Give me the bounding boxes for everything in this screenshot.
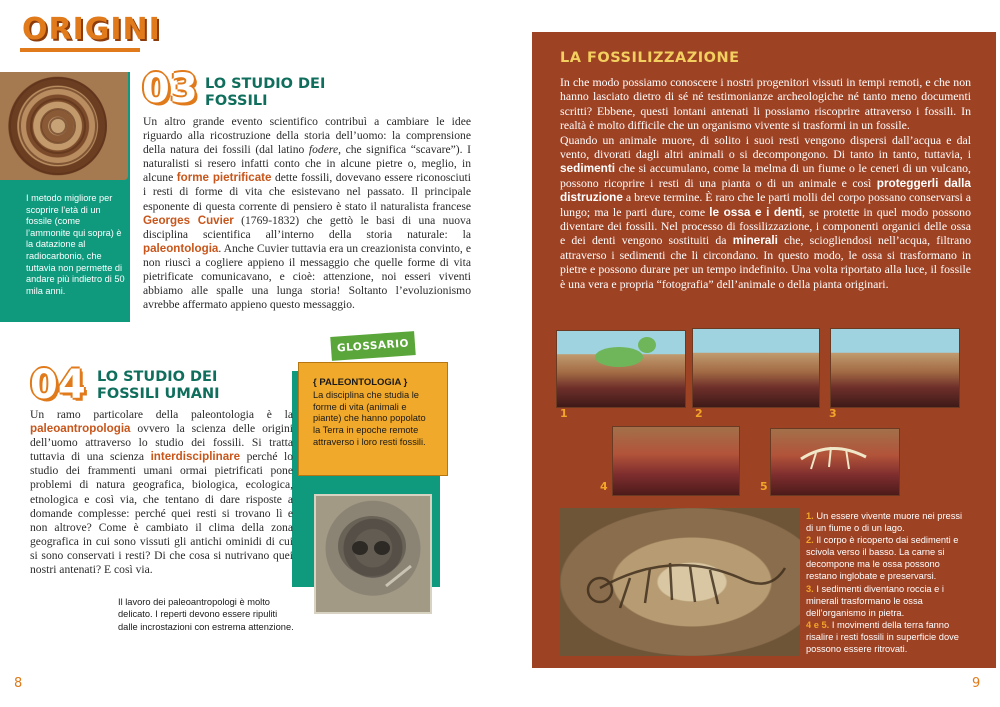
- fossil-skeleton-photo: [560, 508, 800, 656]
- step-item: 1. Un essere vivente muore nei pressi di un fiume o di un lago.: [806, 511, 963, 534]
- skull-excavation-photo: [314, 494, 432, 614]
- glossary-term: { PALEONTOLOGIA }: [313, 377, 408, 388]
- section-number-04: 04: [30, 362, 86, 408]
- keyword: paleontologia: [143, 241, 219, 255]
- glossary-tab: GLOSSARIO: [330, 331, 415, 361]
- section-heading-04: LO STUDIO DEI FOSSILI UMANI: [97, 369, 220, 402]
- fossilization-body: In che modo possiamo conoscere i nostri progenitori vissuti in tempi remoti, e che non hanno lasciato dietro di sé né testimonianze archeologiche né tanto meno documenti scritti? Ebbene, questi lontani antenati li possiamo riscoprire attraverso i fossili. In realtà è molto difficile che un organismo vivente si trasformi in un fossile. Quando un animale muore, di solito i suoi resti vengono dispersi dall’acqua e dal vento, divorati dagli altri animali o si decompongono. Di tanto in tanto, tuttavia, i sedimenti che si accumulano, come la melma di un fiume o le ceneri di un vulcano, possono ricoprire i resti di una pianta o di un animale e così proteggerli dalla distruzione a breve termine. È raro che le parti molli del corpo possano conservarsi a lungo; ma le parti dure, come le ossa e i denti, se protette in quel modo possono diventare dei fossili. Nel processo di fossilizzazione, i componenti organici delle ossa e dei denti vengono sostituiti da minerali che, sciogliendosi nell’acqua, filtrano attraverso i sedimenti che li circondano. In questo modo, le ossa si trasformano in pietre e possono durare per un tempo indefinito. Una volta riportato alla luce, il fossile è una vera e propria “fotografia” dell’animale o della pianta originari.: [560, 75, 971, 291]
- diagram-label-3: 3: [829, 407, 837, 420]
- glossary-definition: La disciplina che studia le forme di vita (animali e piante) che hanno popolato la Terra in epoche remote attraverso i loro resti fossili.: [313, 390, 426, 447]
- fossil-skeleton-icon: [560, 508, 800, 656]
- diagram-step-4: [612, 426, 740, 496]
- diagram-step-2: [692, 328, 820, 408]
- page-number-right: 9: [972, 676, 981, 691]
- fossilization-heading: LA FOSSILIZZAZIONE: [560, 50, 740, 66]
- keyword: minerali: [732, 233, 778, 248]
- diagram-step-5: [770, 428, 900, 496]
- section-heading-03: LO STUDIO DEI FOSSILI: [205, 76, 326, 109]
- step-item: 2. Il corpo è ricoperto dai sedimenti e scivola verso il basso. La carne si decompone ma le ossa possono restano inglobate e preservarsi.: [806, 535, 959, 582]
- step-item: 4 e 5. I movimenti della terra fanno risalire i resti fossili in superficie dove possono essere ritrovati.: [806, 619, 959, 655]
- section-number-03: 03: [142, 66, 198, 112]
- keyword: Georges Cuvier: [143, 213, 234, 227]
- ammonite-caption: I metodo migliore per scoprire l’età di un fossile (come l’ammonite qui sopra) è la datazione al radiocarbonio, che tuttavia non permette di andare più indietro di 50 mila anni.: [26, 193, 125, 296]
- fossilization-steps: [806, 510, 968, 655]
- ammonite-photo: [0, 72, 128, 180]
- ammonite-spiral-icon: [0, 72, 128, 180]
- skull-icon: [316, 496, 430, 612]
- diagram-label-4: 4: [600, 480, 608, 493]
- keyword: forme pietrificate: [176, 171, 272, 185]
- diagram-label-5: 5: [760, 480, 768, 493]
- step-item: 3. I sedimenti diventano roccia e i minerali trasformano le ossa dell’organismo in pietra.: [806, 583, 944, 618]
- dinosaur-icon: [557, 331, 685, 407]
- keyword: le ossa e i denti: [709, 204, 803, 219]
- diagram-label-2: 2: [695, 407, 703, 420]
- diagram-label-1: 1: [560, 407, 568, 420]
- section-body-04: Un ramo particolare della paleontologia è la paleoantropologia ovvero la scienza delle origini dell’uomo attraverso lo studio dei fossili. Si tratta tuttavia di una scienza interdisciplinare perché lo studio dei frammenti umani ormai pietrificati pone problemi di natura geografica, biologica, ecologica, etnologica e così via, che tentano di dare risposte a domande complesse: perché quei resti si trovano lì e non altrove? Come è cambiato il clima della zona geografica in cui sono vissuti gli antichi ominidi di cui si sono conservati i resti? Di che cosa si nutrivano quei nostri antenati? E così via.: [30, 408, 293, 577]
- skeleton-icon: [771, 429, 899, 495]
- diagram-step-1: [556, 330, 686, 408]
- photo-caption: Il lavoro dei paleoantropologi è molto delicato. I reperti devono essere ripuliti dalle incrostazioni con estrema attenzione.: [118, 597, 294, 632]
- page-number-left: 8: [14, 676, 23, 691]
- diagram-step-3: [830, 328, 960, 408]
- title-underline: [20, 48, 140, 52]
- keyword: proteggerli dalla distruzione: [560, 175, 971, 205]
- keyword: sedimenti: [560, 161, 616, 176]
- keyword: interdisciplinare: [150, 450, 241, 464]
- section-body-03: Un altro grande evento scientifico contribuì a cambiare le idee riguardo alla ricostruzione della storia dell’uomo: la comprensione della natura dei fossili (dal latino fodere, che significa “scavare”). I naturalisti si resero infatti conto che in alcune pietre o, meglio, in alcune forme pietrificate dette fossili, dovevano essere riconosciuti i resti di forme di vita che esistevano nel passato. Il principale esponente di questa corrente di pensiero è stato il naturalista francese Georges Cuvier (1769-1832) che gettò le basi di una nuova disciplina scientifica all’interno della storia naturale: la paleontologia. Anche Cuvier tuttavia era un creazionista convinto, e non riuscì a cogliere appieno il messaggio che quelle forme di vita pietrificate comunicavano, e cioè: attenzione, noi esseri viventi abbiamo alle spalle una lunga storia! Soltanto l’evoluzionismo avrebbe affermato appieno questo messaggio.: [143, 115, 471, 312]
- page-title: ORIGINI: [22, 12, 161, 47]
- keyword: paleoantropologia: [30, 422, 131, 436]
